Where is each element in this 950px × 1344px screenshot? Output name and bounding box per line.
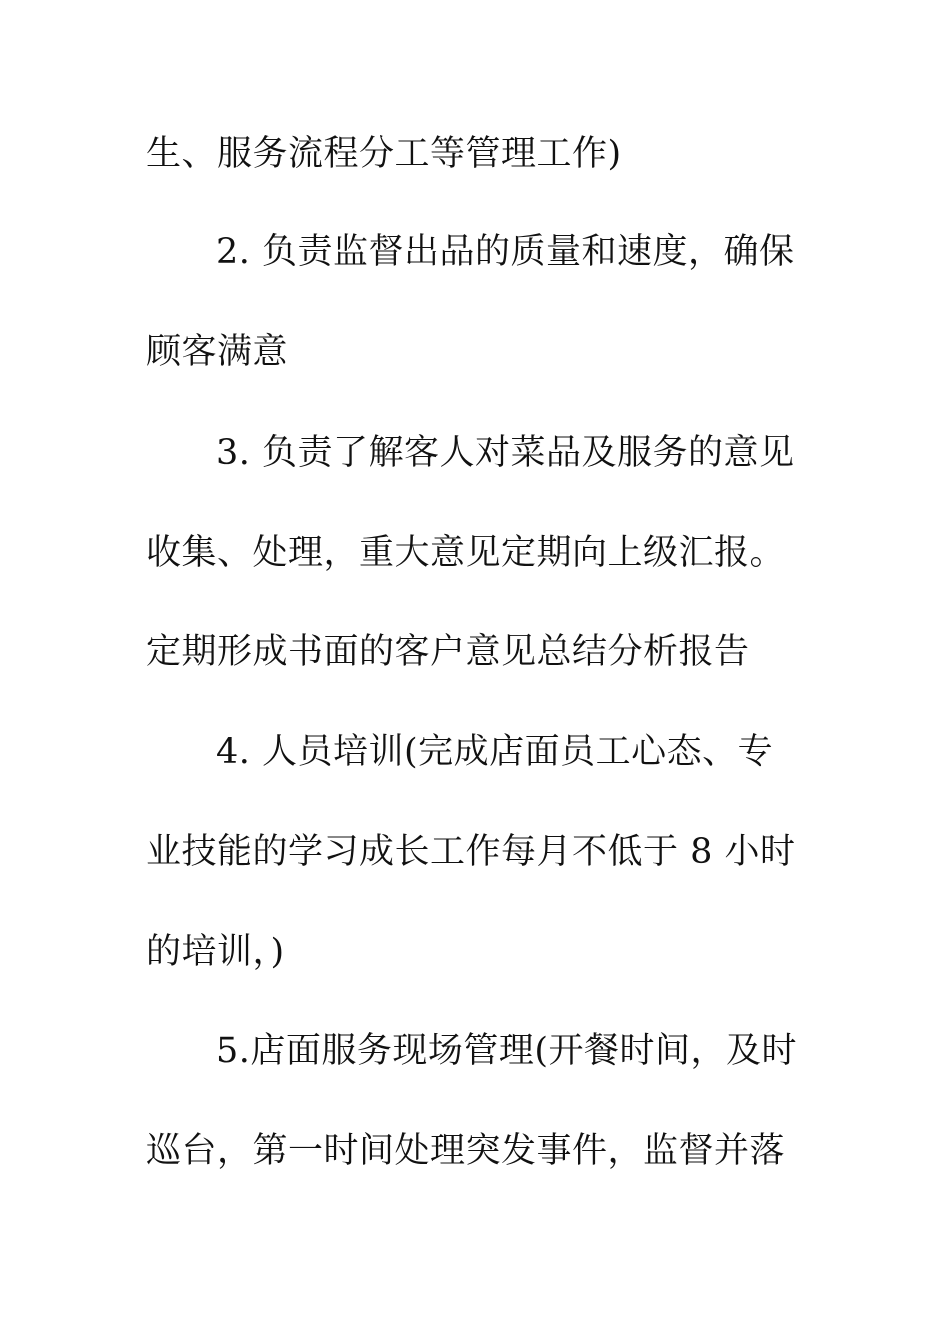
text-line-9: 的培训，) bbox=[146, 932, 285, 972]
text-line-11: 巡台，第一时间处理突发事件，监督并落 bbox=[146, 1131, 786, 1171]
text-line-5: 收集、处理，重大意见定期向上级汇报。 bbox=[146, 533, 786, 573]
text-line-1: 生、服务流程分工等管理工作) bbox=[146, 134, 622, 174]
text-line-6: 定期形成书面的客户意见总结分析报告 bbox=[146, 632, 750, 672]
text-line-item-2: 2. 负责监督出品的质量和速度，确保 bbox=[216, 232, 795, 272]
text-line-3: 顾客满意 bbox=[146, 332, 289, 372]
text-line-item-3: 3. 负责了解客人对菜品及服务的意见 bbox=[216, 433, 795, 473]
text-line-item-4: 4. 人员培训(完成店面员工心态、专 bbox=[216, 732, 774, 772]
text-line-item-5: 5.店面服务现场管理(开餐时间，及时 bbox=[216, 1031, 798, 1071]
text-line-8: 业技能的学习成长工作每月不低于 8 小时 bbox=[146, 832, 796, 872]
